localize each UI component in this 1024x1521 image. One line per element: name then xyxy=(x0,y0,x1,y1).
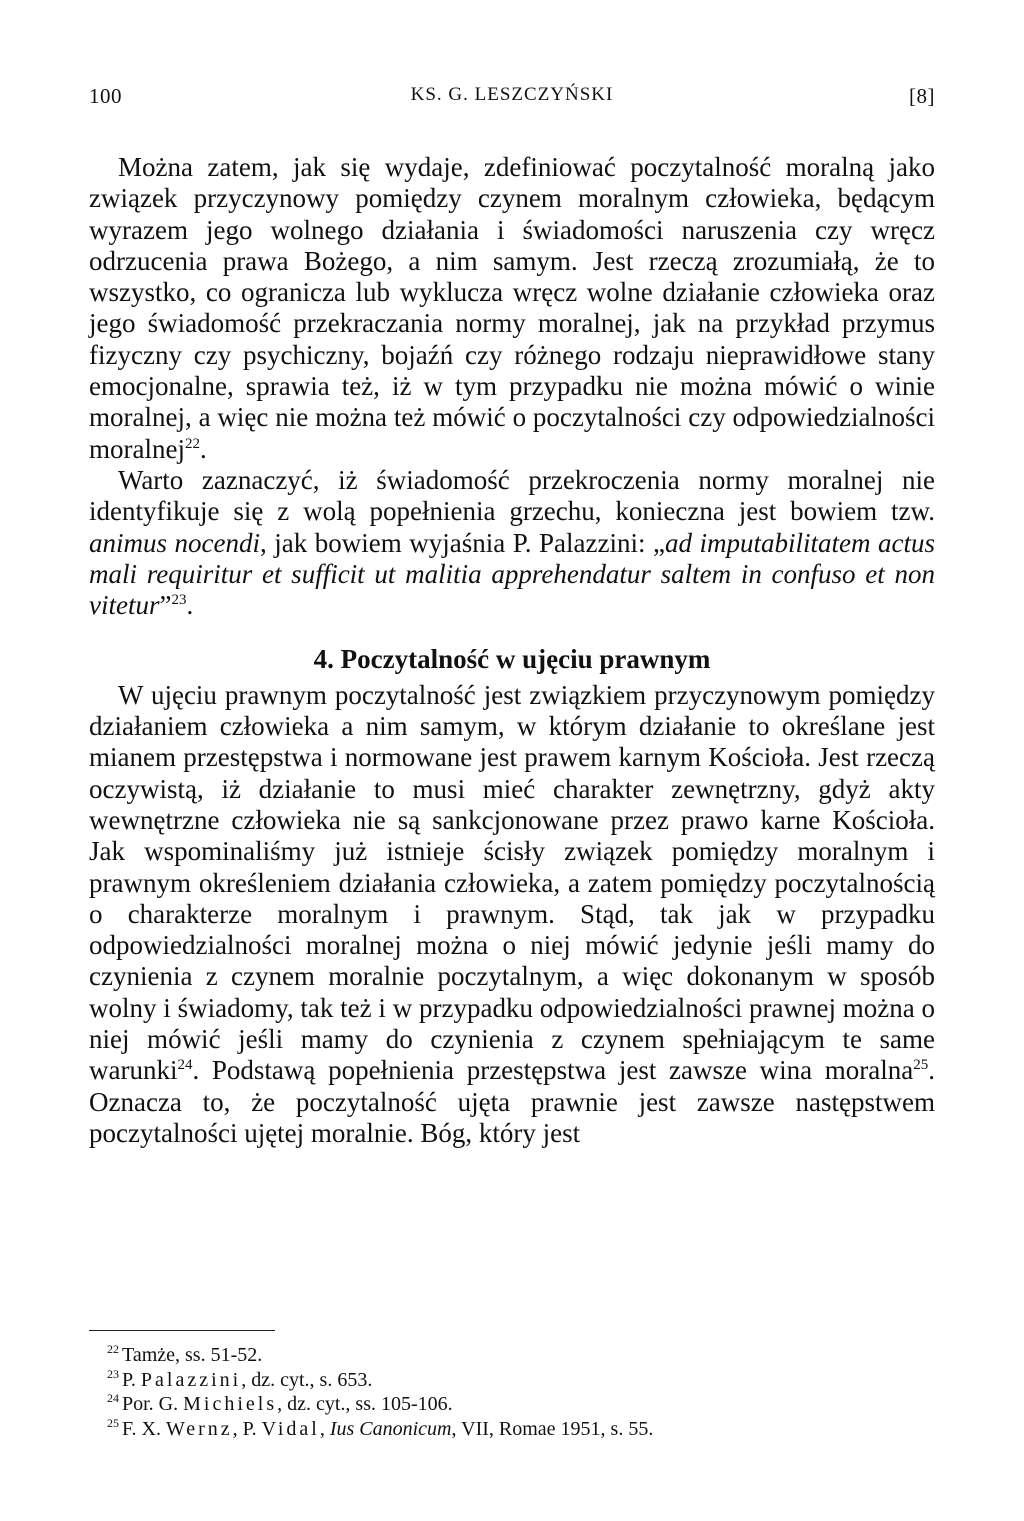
paragraph-text: W ujęciu prawnym poczytalność jest związkiem przyczynowym pomiędzy działaniem człowieka a nim samym, w którym działanie to określane jest mianem przestępstwa i normowane jest prawem karnym Kościoła. Jest rzeczą oczywistą, iż działanie to musi mieć charakter zewnętrzny, gdyż akty wewnętrzne człowieka nie są sankcjonowane przez prawo karne Kościoła. Jak wspominaliśmy już istnieje ścisły związek pomiędzy moralnym i prawnym określeniem działania człowieka, a zatem pomiędzy poczytalnością o charakterze moralnym i prawnym. Stąd, tak jak w przypadku odpowiedzialności moralnej można o niej mówić jedynie jeśli mamy do czynienia z czynem moralnie poczytalnym, a więc dokonanym w sposób wolny i świadomy, tak też i w przypadku odpowiedzialności prawnej można o niej mówić jeśli mamy do czynienia z czynem spełniającym te same warunki xyxy=(89,679,935,1086)
punctuation: . xyxy=(186,590,194,621)
paragraph-text: Można zatem, jak się wydaje, zdefiniować poczytalność moralną jako związek przyczynowy pomiędzy czynem moralnym człowieka, będącym wyrazem jego wolnego działania i świadomości naruszenia czy wręcz odrzucenia prawa Bożego, a nim samym. Jest rzeczą zrozumiałą, że to wszystko, co ogranicza lub wyklucza wręcz wolne działanie człowieka oraz jego świadomość przekraczania normy moralnej, jak na przykład przymus fizyczny czy psychiczny, bojaźń czy różnego rodzaju nieprawidłowe stany emocjonalne, sprawia też, iż w tym przypadku nie można mówić o winie moralnej, a więc nie można też mówić o poczytalności czy odpowiedzialności moralnej xyxy=(89,152,935,464)
footnote-number: 25 xyxy=(107,1415,119,1430)
footnote-number: 24 xyxy=(107,1391,119,1406)
paragraph xyxy=(89,680,935,1149)
footnote-text: P. xyxy=(122,1368,141,1391)
footnote-text: , dz. cyt., s. 653. xyxy=(241,1368,373,1391)
book-title: Ius Canonicum xyxy=(329,1417,452,1440)
footnote-number: 23 xyxy=(107,1366,119,1381)
footnotes xyxy=(107,1343,653,1441)
page-number: 100 xyxy=(89,84,122,108)
paragraph-text: . Podstawą popełnienia przestępstwa jest zawsze wina moralna xyxy=(192,1055,914,1086)
footnote-ref: 22 xyxy=(184,435,200,452)
footnote-separator xyxy=(89,1330,275,1331)
paragraph xyxy=(89,152,935,465)
footnote-ref: 24 xyxy=(177,1057,193,1074)
footnote-text: , dz. cyt., ss. 105-106. xyxy=(277,1393,453,1415)
paragraph-text: , jak bowiem wyjaśnia P. Palazzini: „ xyxy=(260,527,665,558)
footnote-text: Por. G. xyxy=(122,1393,184,1415)
author-name: Michiels xyxy=(183,1393,278,1415)
footnote xyxy=(107,1343,653,1368)
punctuation: . xyxy=(199,433,207,464)
footnote xyxy=(107,1392,653,1417)
author-name: Vidal xyxy=(261,1417,320,1440)
paragraph-text: . Oznacza to, że poczytalność ujęta prawnie jest zawsze następstwem poczytalności ujętej moralnie. Bóg, który jest xyxy=(89,1055,935,1148)
quote-mark: ” xyxy=(159,590,172,621)
latin-quote: ad imputabilitatem actus mali requiritur et sufficit ut malitia apprehendatur saltem in confuso et non vitetur xyxy=(89,527,936,621)
footnote-text: , xyxy=(319,1417,330,1440)
section-number: [8] xyxy=(909,84,935,108)
footnote-number: 22 xyxy=(107,1342,119,1357)
footnote-ref: 23 xyxy=(171,592,187,609)
paragraph-text: Warto zaznaczyć, iż świadomość przekroczenia normy moralnej nie identyfikuje się z wolą popełnienia grzechu, konieczna jest bowiem tzw. xyxy=(89,464,935,527)
running-header xyxy=(89,84,935,114)
footnote xyxy=(107,1368,653,1393)
footnote-text: , VII, Romae 1951, s. 55. xyxy=(451,1417,654,1440)
footnote-text: F. X. xyxy=(122,1417,166,1440)
paragraph xyxy=(89,465,935,621)
running-author: KS. G. LESZCZYŃSKI xyxy=(410,84,614,105)
footnote-text: Tamże, ss. 51-52. xyxy=(122,1344,263,1366)
main-text xyxy=(89,152,935,1149)
author-name: Palazzini xyxy=(140,1368,242,1391)
latin-phrase: animus nocendi xyxy=(89,527,260,558)
footnote-text: , P. xyxy=(232,1417,262,1440)
author-name: Wernz xyxy=(165,1417,233,1440)
footnote-ref: 25 xyxy=(913,1057,929,1074)
section-heading: 4. Poczytalność w ujęciu prawnym xyxy=(313,644,711,675)
footnote xyxy=(107,1417,653,1442)
